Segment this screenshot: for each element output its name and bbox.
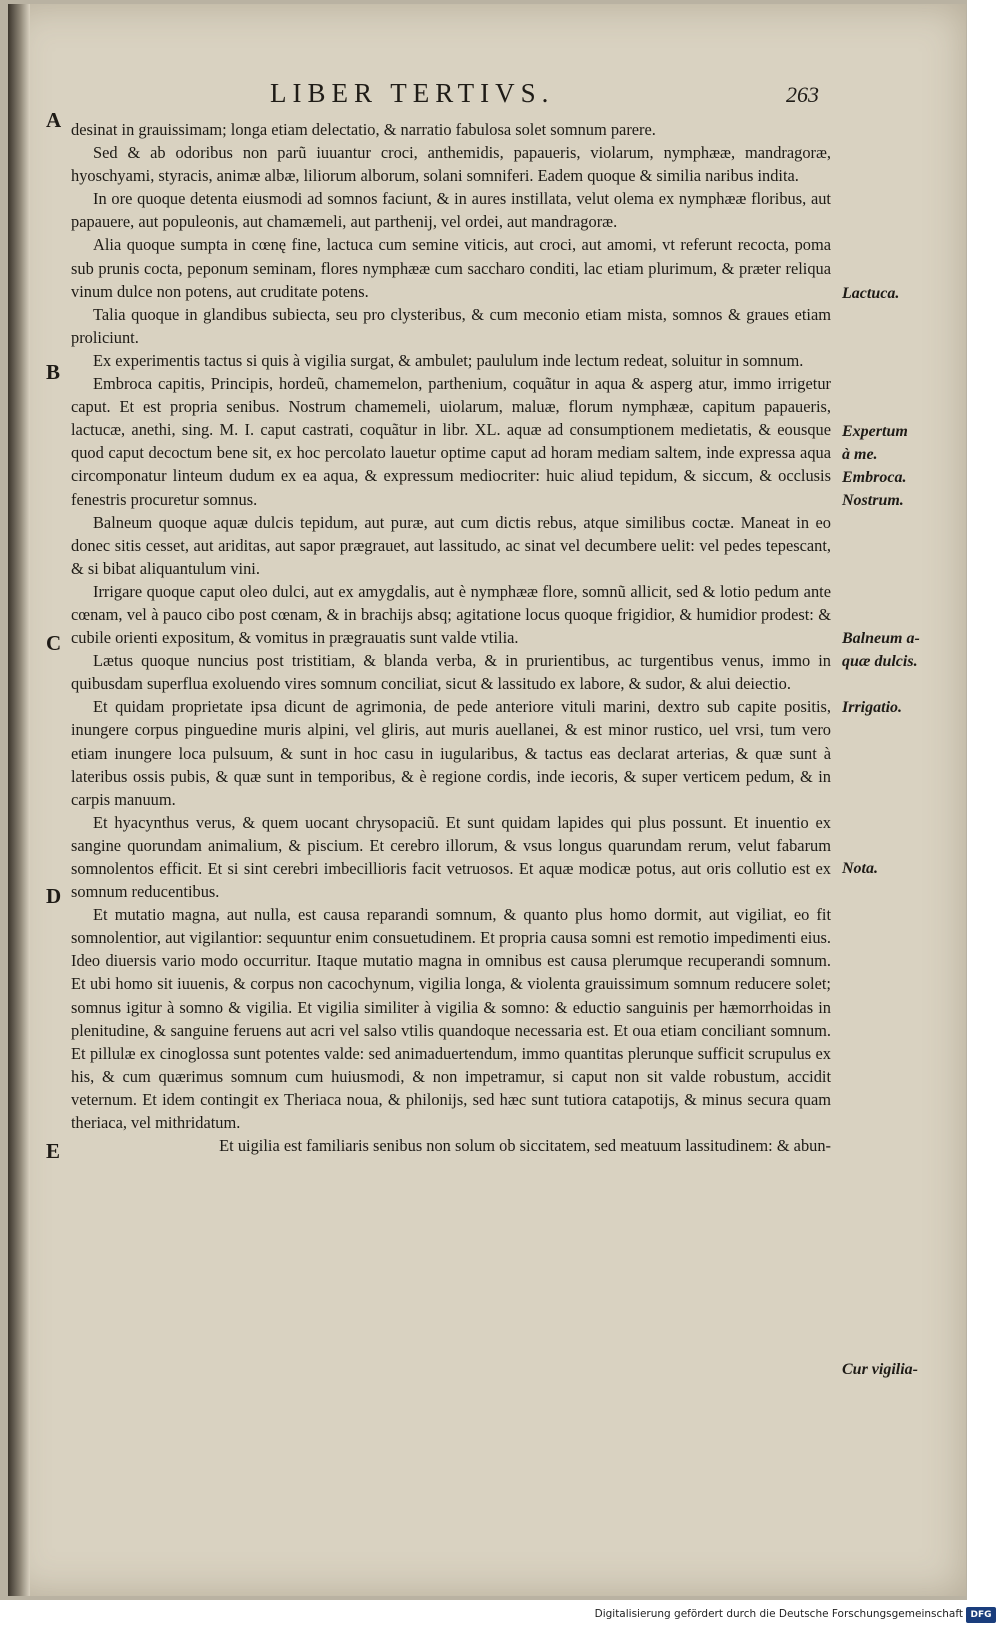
dfg-logo: DFG <box>966 1607 996 1623</box>
paragraph: Alia quoque sumpta in cœnę fine, lactuca cum semine viticis, aut croci, aut amomi, vt referunt recocta, poma sub prunis cocta, peponum seminam, flores nymphææ cum saccharo conditi, lac etiam plurimum, & præter reliqua vinum dulce non potens, aut cruditate potens. <box>71 235 831 301</box>
paragraph: In ore quoque detenta eiusmodi ad somnos faciunt, & in aures instillata, velut olema ex nymphææ floribus, aut papauere, aut populeonis, aut chamæmeli, aut parthenij, vel ordei, aut mandragoræ. <box>71 189 831 232</box>
gloss-lactuca: Lactuca. <box>842 285 900 302</box>
paragraph: Ex experimentis tactus si quis à vigilia surgat, & ambulet; paululum inde lectum redeat, soluitur in somnum. <box>93 350 804 370</box>
section-letter-d: D <box>46 884 62 908</box>
paragraph: Irrigare quoque caput oleo dulci, aut ex amygdalis, aut è nymphææ flore, somnũ allicit, sed & lotio pedum ante cœnam, vel à pauco cibo post cœnam, & in brachijs absq; agitatione locus quoque frigidior, & humidior prodest: & cubile orienti expositum, & vomitus in prægrauatis sunt valde vtilia. <box>71 581 831 648</box>
section-letter-a: A <box>46 108 62 132</box>
paragraph: Sed & ab odoribus non parũ iuuantur croci, anthemidis, papaueris, violarum, nymphææ, mandragoræ, hyoschyami, styracis, animæ albæ, liliorum alborum, solani somniferi. Eadem quoque & similia naribus indita. <box>71 143 831 186</box>
gloss-nota: Nota. <box>842 860 878 877</box>
paragraph: Et uigilia est familiaris senibus non solum ob siccitatem, sed meatuum lassitudinem: & abun- <box>219 1136 831 1156</box>
digitization-footer <box>0 1606 1000 1628</box>
gloss-a-me: à me. <box>842 446 878 463</box>
gloss-irrigatio: Irrigatio. <box>842 699 903 716</box>
paragraph: Balneum quoque aquæ dulcis tepidum, aut puræ, aut cum dictis rebus, atque similibus coctæ. Maneat in eo donec sitis cesset, aut ariditas, aut sapor prægrauet, aut lassitudo, ac sinat vel decumbere uelit: vel pedes tepescant, & si bibat aliquantulum vini. <box>71 512 831 578</box>
paragraph: desinat in grauissimam; longa etiam delectatio, & narratio fabulosa solet somnum parere. <box>71 120 656 139</box>
paragraph: Et mutatio magna, aut nulla, est causa reparandi somnum, & quanto plus homo dormit, aut vigiliat, eo fit somnolentior, aut vigilantior: sequuntur enim consuetudinem. Et propria causa somni est remotio impedimenti eius. Ideo diuersis vario modo occurritur. Itaque mutatio magna in omnibus est causa plerumque recuperandi somnum. Et ubi homo sit iuuenis, & corpus non cacochynum, vigilia longa, & violenta grauissimum somnum reducere solet; somnus igitur à somno & vigilia. Et vigilia similiter à vigilia & somno: & eductio sanguinis per hæmorrhoidas in plenitudine, & sanguine feruens aut acri vel salso vtilis quandoque necessaria est. Et oua etiam conciliant somnum. Et pillulæ ex cinoglossa sunt potentes valde: sed animaduertendum, immo quantitas plerunque sufficit scrupulus ex his, & cum quærimus somnum cum huiusmodi, & non impetramur, si caput non sit valde robustum, accidit veternum. Et idem contingit ex Theriaca noua, & philonijs, sed hæc sunt tutiora catapotijs, & minus secura quam theriaca, vel mithridatum. <box>71 905 831 1133</box>
footer-credit: Digitalisierung gefördert durch die Deutsche Forschungsgemeinschaft <box>594 1608 963 1620</box>
paragraph: Et quidam proprietate ipsa dicunt de agrimonia, de pede anteriore vituli marini, dextro sub capite positis, inungere corpus pinguedine muris alpini, vel gliris, aut muris auellanei, & est minor rustico, uel vrsi, tum vero etiam inungere loca pulsuum, & sunt in hoc casu in iugularibus, & tactus eas declarat arterias, & quæ sunt à lateribus ossis pubis, & quæ sunt in temporibus, & è regione cordis, inde iecoris, & super verticem pedum, & in carpis manuum. <box>71 697 831 809</box>
main-text-column <box>71 118 831 1157</box>
section-letter-c: C <box>46 631 62 655</box>
page-number: 263 <box>786 82 819 107</box>
running-header: LIBER TERTIVS. <box>270 78 555 108</box>
paragraph: Talia quoque in glandibus subiecta, seu pro clysteribus, & cum meconio etiam mista, somnos & graues etiam proliciunt. <box>71 304 831 347</box>
paragraph: Lætus quoque nuncius post tristitiam, & blanda verba, & in prurientibus, ac turgentibus venus, immo in quibusdam superflua exoluendo vires somnum conciliat, sicut & lassitudo ex labore, & sudor, & alui deiectio. <box>71 651 831 694</box>
paragraph: Et hyacynthus verus, & quem uocant chrysopaciũ. Et sunt quidam lapides qui plus possunt. Et inuentio ex sangine quorundam animalium, & piscium. Et cerebro illorum, & vsus longus quarundam rerum, velut fabarum somnolentos efficit. Et si sint cerebri imbecillioris facit vetruosos. Et aquæ modicæ potus, aut oris collutio est ex somnum reducentibus. <box>71 812 831 902</box>
gloss-balneum: Balneum a- <box>842 630 920 647</box>
gloss-cur-vigilia: Cur vigilia- <box>842 1361 919 1378</box>
paragraph: Embroca capitis, Principis, hordeũ, chamemelon, parthenium, coquãtur in aqua & asperg atur, immo irrigetur caput. Et est propria senibus. Nostrum chamemeli, uiolarum, maluæ, florum nymphææ, capitum papaueris, lactucæ, anethi, sing. M. I. caput castrati, coquãtur in libr. XL. aquæ ad consumptionem medietatis, & eousque quod caput decoctum bene sit, ex hoc percolato lauetur optime caput ad horam mediam saltem, inde expressa aqua circomponatur linteum dudum ex ea aqua, & expressum mediocriter: huic aliud tepidum, & siccum, & occlusis fenestris procuretur somnus. <box>71 374 831 509</box>
page-gutter-shadow <box>8 4 30 1596</box>
gloss-expertum: Expertum <box>842 423 908 440</box>
section-letter-e: E <box>46 1139 61 1163</box>
gloss-aquae-dulcis: quæ dulcis. <box>842 653 918 670</box>
gloss-embroca: Embroca. <box>842 469 907 486</box>
gloss-nostrum: Nostrum. <box>842 492 904 509</box>
section-letter-b: B <box>46 360 61 384</box>
